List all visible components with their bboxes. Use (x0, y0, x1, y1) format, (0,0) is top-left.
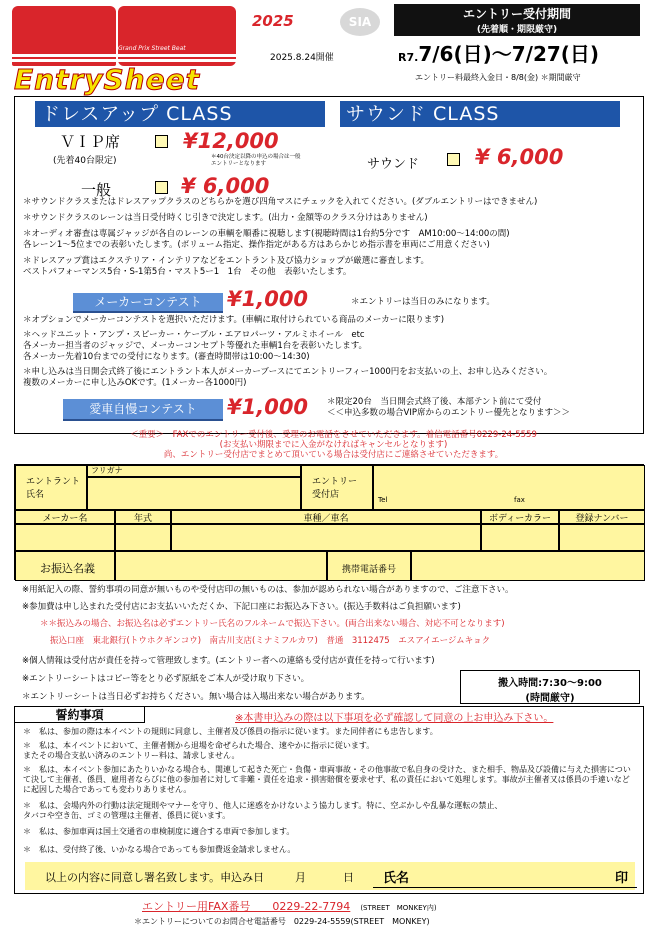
aisha-note-2: ＜＜申込多数の場合VIP席からのエントリー優先となります＞＞ (327, 408, 570, 418)
signature-field[interactable] (373, 866, 637, 888)
color-label: ボディーカラー (481, 510, 559, 524)
note-line: ＊ドレスアップ賞はエクステリア・インテリアなどをエントラント及び協力ショップが厳選に審査します。 (23, 256, 430, 266)
sound-checkbox[interactable] (447, 153, 460, 166)
name-label: 氏名 (383, 871, 410, 886)
important-line: 尚、エントリー受付店でまとめて頂いている場合は受付店にご連絡させていただきます。 (163, 450, 504, 460)
asterisk-icon: ＊ (23, 765, 39, 774)
asterisk-icon: ＊ (23, 727, 39, 736)
entrant-name-field[interactable] (87, 477, 301, 510)
arrival-time-sub: (時間厳守) (525, 693, 575, 704)
note-line: ＊申し込みは当日開会式終了後にエントラント本人がメーカーブースにてエントリーフィー1000円をお支払いの上、お申し込みください。 (23, 367, 553, 377)
vip-checkbox[interactable] (155, 135, 168, 148)
pledge-item (23, 845, 633, 855)
event-date: 2025.8.24開催 (270, 53, 334, 63)
dressup-class-header: ドレスアップ CLASS (35, 101, 325, 127)
year-label: 年式 (115, 510, 171, 524)
payer-label: お振込名義 (15, 551, 115, 581)
seal-label: 印 (615, 871, 629, 886)
note-line: ※エントリーシートはコピー等をとり必ず原紙をご本人が受け取り下さい。 (22, 674, 310, 684)
pledge-section (14, 706, 644, 894)
asterisk-icon: ＊ (23, 741, 39, 750)
sound-class-header: サウンド CLASS (340, 101, 620, 127)
bank-account: 振込口座 東北銀行(トウホクギンコウ) 南古川支店(ミナミフルカワ) 普通 3112475 エスアイエージムキョク (50, 636, 491, 646)
pledge-text: 私は、参加車両は国土交通省の車検制度に適合する車両で参加します。 (39, 827, 295, 836)
entry-sheet-title: EntrySheet (14, 63, 200, 96)
vip-small-note: ＊40台決定以降の申込の場合は一般エントリーとなります (211, 154, 301, 167)
entrant-name-label: エントラント 氏名 (15, 465, 87, 510)
year-field[interactable] (115, 524, 171, 551)
general-price: ¥ 6,000 (181, 174, 270, 198)
important-line: (お支払い期限までに入金がなければキャンセルとなります) (219, 440, 448, 450)
pledge-text: 私は、受付終了後、いかなる場合であっても参加費返金請求しません。 (39, 845, 296, 854)
asterisk-icon: ＊ (23, 827, 39, 836)
plate-field[interactable] (559, 524, 645, 551)
maker-field[interactable] (15, 524, 115, 551)
aisha-note (327, 397, 570, 419)
note-line: ※個人情報は受付店が責任を持って管理致します。(エントリー者への連絡も受付店が責任を持って行います) (22, 656, 435, 666)
entry-form (14, 464, 644, 580)
maker-notes (23, 315, 638, 389)
maker-side-note: ＊エントリーは当日のみになります。 (351, 297, 495, 307)
logo-block-left (12, 6, 116, 66)
sound-price: ¥ 6,000 (475, 145, 564, 169)
pledge-item (23, 827, 633, 837)
shop-label: エントリー 受付店 (301, 465, 373, 510)
car-field[interactable] (171, 524, 481, 551)
note-line: 複数のメーカーに申し込みOKです。(1メーカー各1000円) (23, 378, 247, 388)
maker-contest-label: メーカーコンテスト (73, 293, 223, 313)
maker-price: ¥1,000 (227, 287, 309, 311)
vip-note: (先着40台限定) (53, 156, 117, 166)
tel-label: Tel (378, 496, 388, 504)
note-line: 各レーン1〜5位までの表彰いたします。(ボリューム指定、操作指定がある方はあらかじめ指示書を車両にご用意ください) (23, 240, 490, 250)
pledge-item (23, 727, 633, 737)
vip-price: ¥12,000 (183, 129, 279, 153)
aisha-price: ¥1,000 (227, 395, 309, 419)
note-line: 各メーカー担当者のジャッジで、メーカーコンセプト等優れた車輌1台を表彰いたします。 (23, 341, 368, 351)
fee-deadline: エントリー料最終入金日・8/8(金) ＊期間厳守 (415, 73, 581, 82)
asterisk-icon: ＊ (23, 845, 39, 854)
pledge-text: 私は、本イベント参加にあたりいかなる場合も、関連して起きた死亡・負傷・車両事故・その他事故で私自身の受けた、また相手、物品及び設備に与えた損害について決して主催者、係員、雇用者ならびに他の参加者に対して非難・責任を追求・損害賠償を要求せず、私の責任において処理します。事故が主催者又は係員の手違いなどに起因した場合であっても変わりありません。 (23, 765, 631, 794)
pledge-item (23, 765, 633, 795)
reception-period-box (394, 4, 640, 36)
important-line: ＜重要＞ FAXでのエントリー受付後、受理のお電話をさせていただきます。着信電話番号0229-24-5559 (130, 430, 537, 440)
logo-block-right (118, 6, 236, 66)
shop-field[interactable] (373, 465, 645, 510)
month-label: 月 (295, 871, 306, 884)
event-year: 2025 (252, 12, 294, 30)
logo-stripe (12, 59, 236, 62)
aisha-contest-label: 愛車自慢コンテスト (63, 399, 223, 421)
pledge-text: 私は、参加の際は本イベントの規則に同意し、主催者及び係員の指示に従います。また同伴者にも忠告します。 (39, 727, 438, 736)
inquiry-line: ＊エントリーについてのお問合せ電話番号 0229-24-5559(STREET MONKEY) (134, 917, 430, 926)
color-field[interactable] (481, 524, 559, 551)
class-section (14, 96, 644, 434)
period-prefix: R7. (398, 51, 419, 64)
pledge-item (23, 801, 633, 821)
fax-label: fax (514, 496, 525, 504)
fax-sub: (STREET MONKEY内) (360, 904, 437, 912)
reception-title: エントリー受付期間 (462, 7, 571, 21)
fax-number: エントリー用FAX番号 0229-22-7794 (142, 900, 351, 913)
payer-field[interactable] (115, 551, 327, 581)
note-line: ※用紙記入の際、誓約事項の同意が無いものや受付店印の無いものは、参加が認められない場合がありますので、ご注意下さい。 (22, 585, 514, 595)
sign-label: 以上の内容に同意し署名致します。申込み日 (45, 871, 265, 884)
reception-sub: (先着順・期限厳守) (476, 25, 558, 35)
mobile-label: 携帯電話番号 (327, 551, 411, 581)
note-line: ＊エントリーシートは当日必ずお持ちください。無い場合は入場出来ない場合があります。 (22, 692, 370, 702)
pledge-warning: ※本書申込みの際は以下事項を必ず確認して同意の上お申込み下さい。 (235, 713, 554, 724)
asterisk-icon: ＊ (23, 801, 39, 810)
note-line: ＊サウンドクラスのレーンは当日受付時くじ引きで決定します。(出力・金額等のクラス分けはありません) (23, 213, 428, 223)
pledge-text: 私は、会場内外の行動は法定規則やマナーを守り、他人に迷惑をかけないよう協力します。特に、空ぶかしや乱暴な運転の禁止、 タバコや空き缶、ゴミの管理は主催者、係員に従います。 (23, 801, 503, 820)
general-label: 一般 (81, 181, 112, 199)
note-line: ＊オーディオ審査は専属ジャッジが各自のレーンの車輌を順番に視聴します(視聴時間は1台約5分です AM10:00〜14:00の間) (23, 229, 510, 239)
note-line: ＊オプションでメーカーコンテストを選択いただけます。(車輌に取付けられている商品のメーカーに限ります) (23, 315, 445, 325)
arrival-time-box (460, 670, 640, 704)
reception-period (398, 38, 599, 67)
logo-stripe (12, 54, 236, 57)
mobile-field[interactable] (411, 551, 645, 581)
note-line: ベストパフォーマンス5台・S-1第5台・マスト5ー1 1台 その他 表彰いたします。 (23, 267, 352, 277)
pledge-title: 誓約事項 (15, 707, 145, 723)
maker-label: メーカー名 (15, 510, 115, 524)
note-line: ＊＊振込みの場合、お振込名は必ずエントリー氏名のフルネームで振込下さい。(両合出来ない場合、対応不可となります) (40, 619, 505, 629)
signature-row (25, 862, 635, 890)
pledge-text: 私は、本イベントにおいて、主催者側から退場を命ぜられた場合、速やかに指示に従います。 またその場合支払い済みのエントリー料は、請求しません。 (23, 741, 375, 760)
sia-logo: SIA (340, 8, 380, 36)
day-label: 日 (343, 871, 354, 884)
furigana-label: フリガナ (87, 465, 301, 477)
note-line: ＊サウンドクラスまたはドレスアップクラスのどちらかを選び四角マスにチェックを入れてください。(ダブルエントリーはできません) (23, 197, 538, 207)
vip-label: ＶＩＰ席 (60, 133, 121, 151)
class-notes (23, 197, 638, 278)
plate-label: 登録ナンバー (559, 510, 645, 524)
note-line: ＊ヘッドユニット・アンプ・スピーカー・ケーブル・エアロパーツ・アルミホイール etc (23, 330, 365, 340)
sound-label: サウンド (367, 157, 420, 172)
period-dates: 7/6(日)〜7/27(日) (418, 42, 600, 66)
general-checkbox[interactable] (155, 181, 168, 194)
fax-line (142, 898, 437, 914)
aisha-note-1: ＊限定20台 当日開会式終了後、本部テント前にて受付 (327, 397, 542, 407)
car-label: 車種／車名 (171, 510, 481, 524)
logo-tagline: Grand Prix Street Beat (118, 45, 186, 52)
pledge-item (23, 741, 633, 761)
important-notice (0, 430, 667, 460)
note-line: 各メーカー先着10台までの受付になります。(審査時間帯は10:00〜14:30) (23, 352, 310, 362)
arrival-time: 搬入時間:7:30〜9:00 (498, 678, 602, 689)
note-line: ※参加費は申し込まれた受付店にお支払いいただくか、下記口座にお振込み下さい。(振込手数料はご負担願います) (22, 602, 461, 612)
